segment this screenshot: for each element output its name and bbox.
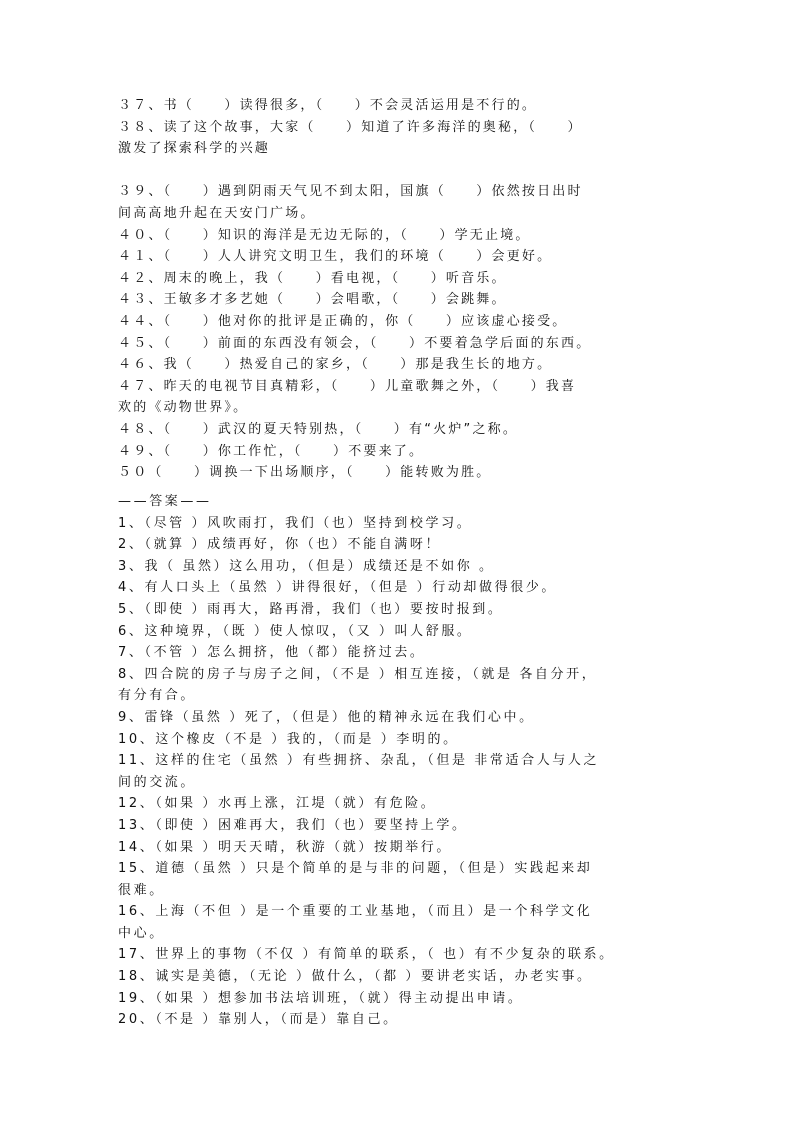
question-item-continued: 激发了探索科学的兴趣 bbox=[118, 141, 271, 157]
question-item: ４２、周末的晚上，我（ ）看电视，（ ）听音乐。 bbox=[118, 270, 507, 286]
answer-item: 17、世界上的事物（不仅 ）有简单的联系，（ 也）有不少复杂的联系。 bbox=[118, 947, 615, 963]
answer-item: 5、（即使 ）雨再大，路再滑，我们（也）要按时报到。 bbox=[118, 601, 504, 617]
answer-item-continued: 中心。 bbox=[118, 925, 165, 941]
answer-item-continued: 很难。 bbox=[118, 882, 165, 898]
question-item: ４１、（ ）人人讲究文明卫生，我们的环境（ ）会更好。 bbox=[118, 249, 553, 265]
answer-item: 8、四合院的房子与房子之间，（不是 ）相互连接，（就是 各自分开， bbox=[118, 666, 598, 682]
answer-item: 9、雷锋（虽然 ）死了，（但是）他的精神永远在我们心中。 bbox=[118, 709, 535, 725]
answer-item: 19、（如果 ）想参加书法培训班，（就）得主动提出申请。 bbox=[118, 990, 524, 1006]
answers-heading: ——答案—— bbox=[118, 494, 212, 509]
answer-item: 11、这样的住宅（虽然 ）有些拥挤、杂乱，（但是 非常适合人与人之 bbox=[118, 753, 600, 769]
question-item-continued: 欢的《动物世界》。 bbox=[118, 400, 249, 416]
answer-item: 20、（不是 ）靠别人，（而是）靠自己。 bbox=[118, 1012, 399, 1028]
question-list bbox=[118, 95, 678, 484]
question-item: ４３、王敏多才多艺她（ ）会唱歌，（ ）会跳舞。 bbox=[118, 292, 507, 308]
question-item: ５０（ ）调换一下出场顺序，（ ）能转败为胜。 bbox=[118, 465, 492, 481]
answer-item-continued: 有分有合。 bbox=[118, 688, 197, 704]
answer-item: 3、我（ 虽然）这么用功，（但是）成绩还是不如你 。 bbox=[118, 558, 495, 574]
question-item: ３７、书（ ）读得很多，（ ）不会灵活运用是不行的。 bbox=[118, 98, 538, 113]
answer-item: 4、有人口头上（虽然 ）讲得很好，（但是 ）行动却做得很少。 bbox=[118, 580, 558, 596]
question-item-continued: 间高高地升起在天安门广场。 bbox=[118, 205, 316, 221]
answer-item: 2、（就算 ）成绩再好，你（也）不能自满呀！ bbox=[118, 537, 442, 553]
answer-item: 12、（如果 ）水再上涨，江堤（就）有危险。 bbox=[118, 796, 437, 812]
question-item: ４５、（ ）前面的东西没有领会，（ ）不要着急学后面的东西。 bbox=[118, 335, 592, 351]
answer-item: 13、（即使 ）困难再大，我们（也）要坚持上学。 bbox=[118, 817, 468, 833]
question-item: ４０、（ ）知识的海洋是无边无际的，（ ）学无止境。 bbox=[118, 227, 531, 243]
answer-item: 10、这个橡皮（不是 ）我的，（而是 ）李明的。 bbox=[118, 731, 459, 747]
question-item: ４９、（ ）你工作忙，（ ）不要来了。 bbox=[118, 443, 425, 459]
answer-item: 7、（不管 ）怎么拥挤，他（都）能挤过去。 bbox=[118, 645, 426, 661]
answer-item: 15、道德（虽然 ）只是个简单的是与非的问题，（但是）实践起来却 bbox=[118, 861, 593, 877]
question-item: ４４、（ ）他对你的批评是正确的，你（ ）应该虚心接受。 bbox=[118, 313, 568, 329]
question-item: ４７、昨天的电视节目真精彩，（ ）儿童歌舞之外，（ ）我喜 bbox=[118, 378, 577, 394]
answer-item-continued: 间的交流。 bbox=[118, 774, 197, 790]
question-item: ３９、（ ）遇到阴雨天气见不到太阳，国旗（ ）依然按日出时 bbox=[118, 184, 583, 200]
question-item: ４６、我（ ）热爱自己的家乡，（ ）那是我生长的地方。 bbox=[118, 357, 553, 373]
answer-item: 14、（如果 ）明天天晴，秋游（就）按期举行。 bbox=[118, 839, 452, 855]
answer-item: 16、上海（不但 ）是一个重要的工业基地，（而且）是一个科学文化 bbox=[118, 904, 593, 920]
paragraph-gap bbox=[118, 160, 678, 182]
question-item: ３８、读了这个故事，大家（ ）知道了许多海洋的奥秘，（ ） bbox=[118, 119, 583, 135]
answer-item: 6、这种境界，（既 ）使人惊叹，（又 ）叫人舒服。 bbox=[118, 623, 473, 639]
answer-item: 18、诚实是美德，（无论 ）做什么，（都 ）要讲老实话，办老实事。 bbox=[118, 969, 593, 985]
question-item: ４８、（ ）武汉的夏天特别热，（ ）有“火炉”之称。 bbox=[118, 421, 519, 437]
answer-section bbox=[118, 491, 678, 1031]
answer-item: 1、（尽管 ）风吹雨打，我们（也）坚持到校学习。 bbox=[118, 515, 473, 531]
